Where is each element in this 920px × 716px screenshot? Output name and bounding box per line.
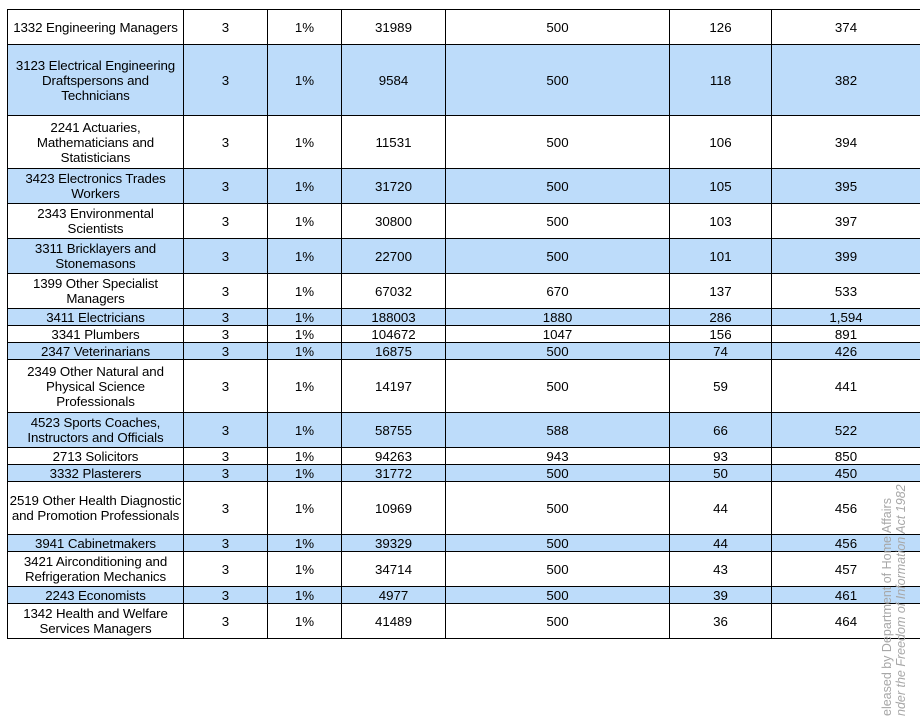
occupation-cell: 2713 Solicitors bbox=[8, 448, 184, 465]
table-cell: 31772 bbox=[342, 465, 446, 482]
table-cell: 4977 bbox=[342, 587, 446, 604]
occupation-cell: 2243 Economists bbox=[8, 587, 184, 604]
foi-release-watermark bbox=[880, 484, 908, 716]
table-row bbox=[8, 587, 920, 604]
table-row bbox=[8, 274, 920, 309]
table-cell: 1% bbox=[268, 239, 342, 274]
occupation-cell: 2343 Environmental Scientists bbox=[8, 204, 184, 239]
table-cell: 22700 bbox=[342, 239, 446, 274]
table-row bbox=[8, 448, 920, 465]
table-cell: 188003 bbox=[342, 309, 446, 326]
table-cell: 1% bbox=[268, 274, 342, 309]
table-cell: 3 bbox=[184, 326, 268, 343]
table-cell: 1% bbox=[268, 326, 342, 343]
table-cell: 74 bbox=[670, 343, 772, 360]
table-cell: 31989 bbox=[342, 10, 446, 45]
table-cell: 3 bbox=[184, 343, 268, 360]
table-cell: 105 bbox=[670, 169, 772, 204]
table-cell: 500 bbox=[446, 169, 670, 204]
table-cell: 1% bbox=[268, 448, 342, 465]
table-cell: 1% bbox=[268, 116, 342, 169]
table-cell: 500 bbox=[446, 482, 670, 535]
table-cell: 464 bbox=[772, 604, 920, 639]
occupation-cell: 3123 Electrical Engineering Draftspersons and Technicians bbox=[8, 45, 184, 116]
table-cell: 450 bbox=[772, 465, 920, 482]
table-cell: 3 bbox=[184, 413, 268, 448]
table-cell: 1% bbox=[268, 552, 342, 587]
table-cell: 43 bbox=[670, 552, 772, 587]
occupation-cell: 2349 Other Natural and Physical Science Professionals bbox=[8, 360, 184, 413]
table-cell: 44 bbox=[670, 482, 772, 535]
table-cell: 1% bbox=[268, 204, 342, 239]
table-cell: 3 bbox=[184, 239, 268, 274]
table-cell: 3 bbox=[184, 604, 268, 639]
table-cell: 500 bbox=[446, 604, 670, 639]
table-row bbox=[8, 10, 920, 45]
table-cell: 500 bbox=[446, 116, 670, 169]
occupation-cell: 3341 Plumbers bbox=[8, 326, 184, 343]
occupation-cell: 3311 Bricklayers and Stonemasons bbox=[8, 239, 184, 274]
table-cell: 3 bbox=[184, 45, 268, 116]
table-row bbox=[8, 326, 920, 343]
table-row bbox=[8, 45, 920, 116]
table-row bbox=[8, 360, 920, 413]
table-row bbox=[8, 552, 920, 587]
table-cell: 3 bbox=[184, 274, 268, 309]
table-cell: 1% bbox=[268, 604, 342, 639]
table-row bbox=[8, 604, 920, 639]
table-cell: 394 bbox=[772, 116, 920, 169]
table-cell: 500 bbox=[446, 587, 670, 604]
occupation-cell: 1332 Engineering Managers bbox=[8, 10, 184, 45]
table-cell: 93 bbox=[670, 448, 772, 465]
table-cell: 3 bbox=[184, 587, 268, 604]
table-cell: 58755 bbox=[342, 413, 446, 448]
table-cell: 3 bbox=[184, 169, 268, 204]
occupation-cell: 3421 Airconditioning and Refrigeration Mechanics bbox=[8, 552, 184, 587]
table-cell: 44 bbox=[670, 535, 772, 552]
table-cell: 137 bbox=[670, 274, 772, 309]
table-cell: 106 bbox=[670, 116, 772, 169]
table-cell: 943 bbox=[446, 448, 670, 465]
table-row bbox=[8, 169, 920, 204]
table-cell: 3 bbox=[184, 448, 268, 465]
table-cell: 126 bbox=[670, 10, 772, 45]
table-cell: 10969 bbox=[342, 482, 446, 535]
table-cell: 500 bbox=[446, 45, 670, 116]
table-cell: 11531 bbox=[342, 116, 446, 169]
table-cell: 588 bbox=[446, 413, 670, 448]
table-cell: 3 bbox=[184, 360, 268, 413]
table-cell: 500 bbox=[446, 204, 670, 239]
table-cell: 891 bbox=[772, 326, 920, 343]
table-cell: 1% bbox=[268, 169, 342, 204]
table-cell: 456 bbox=[772, 482, 920, 535]
occupation-cell: 3941 Cabinetmakers bbox=[8, 535, 184, 552]
table-cell: 39329 bbox=[342, 535, 446, 552]
table-cell: 156 bbox=[670, 326, 772, 343]
table-cell: 31720 bbox=[342, 169, 446, 204]
table-row bbox=[8, 535, 920, 552]
table-cell: 1% bbox=[268, 465, 342, 482]
table-row bbox=[8, 239, 920, 274]
table-cell: 500 bbox=[446, 360, 670, 413]
table-cell: 399 bbox=[772, 239, 920, 274]
table-cell: 1% bbox=[268, 10, 342, 45]
table-cell: 382 bbox=[772, 45, 920, 116]
table-cell: 286 bbox=[670, 309, 772, 326]
occupation-table bbox=[7, 9, 920, 639]
table-cell: 397 bbox=[772, 204, 920, 239]
table-cell: 500 bbox=[446, 535, 670, 552]
table-cell: 500 bbox=[446, 552, 670, 587]
watermark-line-1: eleased by Department of Home Affairs bbox=[880, 498, 894, 716]
table-row bbox=[8, 465, 920, 482]
table-cell: 522 bbox=[772, 413, 920, 448]
table-cell: 500 bbox=[446, 239, 670, 274]
table-cell: 1% bbox=[268, 45, 342, 116]
table-cell: 1% bbox=[268, 343, 342, 360]
table-cell: 104672 bbox=[342, 326, 446, 343]
table-cell: 456 bbox=[772, 535, 920, 552]
table-row bbox=[8, 343, 920, 360]
table-cell: 395 bbox=[772, 169, 920, 204]
table-cell: 50 bbox=[670, 465, 772, 482]
occupation-cell: 1342 Health and Welfare Services Managers bbox=[8, 604, 184, 639]
table-cell: 1% bbox=[268, 535, 342, 552]
table-cell: 457 bbox=[772, 552, 920, 587]
table-cell: 9584 bbox=[342, 45, 446, 116]
table-cell: 533 bbox=[772, 274, 920, 309]
table-cell: 67032 bbox=[342, 274, 446, 309]
table-cell: 500 bbox=[446, 343, 670, 360]
table-cell: 1% bbox=[268, 309, 342, 326]
table-cell: 66 bbox=[670, 413, 772, 448]
table-cell: 59 bbox=[670, 360, 772, 413]
table-cell: 3 bbox=[184, 465, 268, 482]
table-cell: 39 bbox=[670, 587, 772, 604]
occupation-cell: 3411 Electricians bbox=[8, 309, 184, 326]
table-cell: 1% bbox=[268, 360, 342, 413]
table-cell: 1% bbox=[268, 482, 342, 535]
table-cell: 1047 bbox=[446, 326, 670, 343]
occupation-cell: 2519 Other Health Diagnostic and Promotion Professionals bbox=[8, 482, 184, 535]
table-cell: 34714 bbox=[342, 552, 446, 587]
table-cell: 3 bbox=[184, 116, 268, 169]
occupation-cell: 2241 Actuaries, Mathematicians and Statisticians bbox=[8, 116, 184, 169]
table-cell: 3 bbox=[184, 482, 268, 535]
table-cell: 3 bbox=[184, 552, 268, 587]
table-cell: 461 bbox=[772, 587, 920, 604]
table-cell: 1880 bbox=[446, 309, 670, 326]
table-cell: 103 bbox=[670, 204, 772, 239]
table-cell: 500 bbox=[446, 10, 670, 45]
table-cell: 36 bbox=[670, 604, 772, 639]
table-row bbox=[8, 204, 920, 239]
table-row bbox=[8, 413, 920, 448]
table-cell: 441 bbox=[772, 360, 920, 413]
table-row bbox=[8, 482, 920, 535]
occupation-cell: 2347 Veterinarians bbox=[8, 343, 184, 360]
table-cell: 500 bbox=[446, 465, 670, 482]
table-cell: 1% bbox=[268, 413, 342, 448]
occupation-cell: 1399 Other Specialist Managers bbox=[8, 274, 184, 309]
table-cell: 3 bbox=[184, 10, 268, 45]
table-cell: 41489 bbox=[342, 604, 446, 639]
table-cell: 426 bbox=[772, 343, 920, 360]
table-cell: 16875 bbox=[342, 343, 446, 360]
table-cell: 30800 bbox=[342, 204, 446, 239]
table-cell: 14197 bbox=[342, 360, 446, 413]
occupation-cell: 3423 Electronics Trades Workers bbox=[8, 169, 184, 204]
watermark-line-2: nder the Freedom of Information Act 1982 bbox=[894, 484, 908, 716]
table-cell: 118 bbox=[670, 45, 772, 116]
table-cell: 850 bbox=[772, 448, 920, 465]
table-row bbox=[8, 309, 920, 326]
table-cell: 3 bbox=[184, 309, 268, 326]
occupation-cell: 3332 Plasterers bbox=[8, 465, 184, 482]
table-cell: 94263 bbox=[342, 448, 446, 465]
table-cell: 374 bbox=[772, 10, 920, 45]
table-cell: 3 bbox=[184, 535, 268, 552]
table-cell: 3 bbox=[184, 204, 268, 239]
table-row bbox=[8, 116, 920, 169]
table-cell: 1% bbox=[268, 587, 342, 604]
table-cell: 101 bbox=[670, 239, 772, 274]
table-cell: 1,594 bbox=[772, 309, 920, 326]
table-cell: 670 bbox=[446, 274, 670, 309]
occupation-cell: 4523 Sports Coaches, Instructors and Officials bbox=[8, 413, 184, 448]
